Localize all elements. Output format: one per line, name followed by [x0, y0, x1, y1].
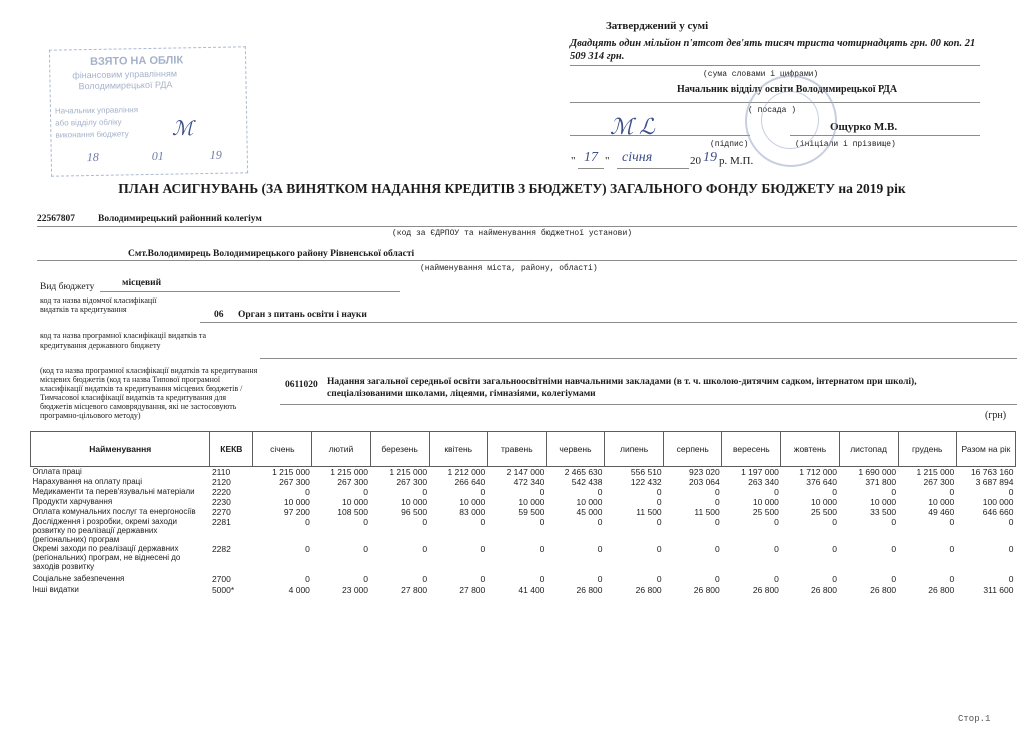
- row-month-value: 0: [305, 574, 310, 584]
- row-month-value: 1 197 000: [741, 467, 779, 477]
- row-month-value: 0: [715, 497, 720, 507]
- row-month-value: 1 215 000: [916, 467, 955, 477]
- col-header: жовтень: [781, 432, 839, 467]
- row-month-value: 267 300: [923, 477, 955, 487]
- registration-stamp: [49, 46, 248, 176]
- row-month-value: 4 000: [288, 585, 310, 595]
- row-month-value: 0: [597, 517, 603, 527]
- col-header: січень: [253, 432, 312, 467]
- document-title: ПЛАН АСИГНУВАНЬ (ЗА ВИНЯТКОМ НАДАННЯ КРЕДИТІВ З БЮДЖЕТУ) ЗАГАЛЬНОГО ФОНДУ БЮДЖЕТУ на 2019 рік: [118, 181, 906, 196]
- row-total: 3 687 894: [975, 477, 1014, 487]
- org-city: Смт.Володимирець Володимирецького району Рівненської області: [128, 249, 415, 259]
- col-header: липень: [605, 432, 664, 467]
- col-header: травень: [487, 432, 546, 467]
- row-month-value: 26 800: [635, 585, 662, 595]
- approval-title: Затверджений у сумі: [606, 20, 709, 32]
- row-month-value: 1 215 000: [330, 467, 369, 477]
- row-month-value: 0: [949, 517, 955, 527]
- row-month-value: 0: [656, 517, 662, 527]
- stamp-line: ВЗЯТО НА ОБЛІК: [90, 54, 184, 69]
- date-tail: р. М.П.: [719, 155, 754, 167]
- table-row: [31, 544, 1016, 574]
- row-month-value: 45 000: [576, 507, 603, 517]
- row-month-value: 0: [656, 544, 662, 554]
- row-total: 311 600: [983, 585, 1014, 595]
- appropriations-table: [30, 431, 1016, 595]
- col-header: Разом на рік: [956, 432, 1015, 467]
- row-total: 0: [1008, 574, 1014, 584]
- row-month-value: 0: [539, 574, 545, 584]
- approval-signature: ℳ ℒ: [610, 114, 655, 139]
- row-month-value: 1 212 000: [447, 467, 486, 477]
- row-month-value: 0: [480, 487, 486, 497]
- row-month-value: 0: [422, 574, 428, 584]
- col-header: березень: [370, 432, 429, 467]
- row-month-value: 0: [949, 487, 955, 497]
- row-month-value: 0: [363, 574, 369, 584]
- row-name: Нарахування на оплату праці: [32, 477, 143, 486]
- table-row: [31, 477, 1016, 487]
- dept-code: 06: [214, 310, 224, 320]
- row-month-value: 27 800: [401, 585, 428, 595]
- row-month-value: 0: [480, 517, 486, 527]
- dept-hint: видатків та кредитування: [40, 305, 127, 314]
- row-total: 0: [1008, 517, 1014, 527]
- date-quote-close: ": [605, 155, 610, 167]
- row-month-value: 1 712 000: [799, 467, 838, 477]
- row-month-value: 26 800: [811, 585, 838, 595]
- row-month-value: 122 432: [630, 477, 662, 487]
- row-total: 16 763 160: [970, 467, 1014, 477]
- row-month-value: 0: [480, 544, 486, 554]
- city-hint: (найменування міста, району, області): [420, 264, 598, 273]
- row-month-value: 0: [774, 544, 779, 554]
- row-month-value: 10 000: [811, 497, 838, 507]
- prog-hint: код та назва програмної класифікації видатків та: [40, 331, 207, 340]
- row-month-value: 10 000: [283, 497, 310, 507]
- row-month-value: 0: [363, 517, 369, 527]
- row-name: Продукти харчування: [32, 497, 113, 506]
- table-row: [31, 507, 1016, 517]
- row-total: 100 000: [982, 497, 1014, 507]
- row-month-value: 0: [363, 544, 369, 554]
- row-month-value: 376 640: [806, 477, 838, 487]
- row-month-value: 0: [363, 487, 369, 497]
- row-kekv: 5000*: [211, 585, 235, 595]
- row-month-value: 59 500: [518, 507, 545, 517]
- col-header: КЕКВ: [210, 432, 253, 467]
- row-month-value: 472 340: [513, 477, 545, 487]
- date-year-suffix: 19: [703, 150, 717, 165]
- table-row: [31, 467, 1016, 478]
- local-hint: (код та назва програмної класифікації видатків та кредитування місцевих бюджетів (код та назва Типової програмної класифікації видатків та кредитування місцевих бюджетів / Тимчасової класифікації видатків та кредитування для бюджетів місцевого самоврядування, які не застосовують програмно-цільового методу): [40, 366, 258, 420]
- row-month-value: 10 000: [576, 497, 603, 507]
- dept-name: Орган з питань освіти і науки: [238, 310, 367, 320]
- row-month-value: 0: [480, 574, 486, 584]
- row-kekv: 2270: [211, 507, 231, 517]
- stamp-line: фінансовим управлінням: [72, 68, 178, 81]
- row-month-value: 0: [422, 544, 428, 554]
- table-body: [31, 467, 1016, 596]
- stamp-line: або відділу обліку: [55, 117, 122, 128]
- local-code: 0611020: [285, 380, 318, 390]
- row-month-value: 1 215 000: [272, 467, 310, 477]
- row-total: 0: [1008, 544, 1014, 554]
- row-month-value: 0: [715, 487, 720, 497]
- signer-name: Ощурко М.В.: [830, 121, 898, 133]
- row-month-value: 267 300: [337, 477, 369, 487]
- row-month-value: 25 500: [811, 507, 838, 517]
- table-header-row: [31, 432, 1016, 467]
- row-month-value: 41 400: [518, 585, 545, 595]
- col-header: грудень: [898, 432, 956, 467]
- row-month-value: 11 500: [636, 507, 662, 517]
- row-month-value: 10 000: [518, 497, 545, 507]
- stamp-line: Начальник управління: [54, 105, 139, 116]
- row-month-value: 0: [305, 544, 310, 554]
- date-day: 17: [584, 150, 598, 165]
- table-row: [31, 517, 1016, 544]
- row-kekv: 2700: [211, 574, 231, 584]
- row-month-value: 0: [715, 517, 720, 527]
- row-month-value: 26 800: [752, 585, 779, 595]
- row-month-value: 0: [656, 487, 662, 497]
- dept-hint: код та назва відомчої класифікації: [40, 296, 157, 305]
- stamp-day: 18: [86, 149, 99, 165]
- page-number: Стор.1: [958, 714, 991, 724]
- stamp-year: 19: [209, 147, 222, 162]
- row-month-value: 33 500: [870, 507, 897, 517]
- row-month-value: 10 000: [459, 497, 486, 507]
- table-row: [31, 487, 1016, 497]
- row-month-value: 923 020: [689, 467, 720, 477]
- row-month-value: 0: [891, 487, 897, 497]
- row-month-value: 0: [774, 574, 779, 584]
- stamp-line: Володимирецької РДА: [78, 79, 173, 92]
- row-month-value: 267 300: [396, 477, 428, 487]
- row-month-value: 27 800: [459, 585, 486, 595]
- table-row: [31, 585, 1016, 595]
- row-total: 0: [1008, 487, 1014, 497]
- row-month-value: 0: [539, 544, 545, 554]
- row-month-value: 83 000: [459, 507, 486, 517]
- table-row: [31, 497, 1016, 507]
- row-name: Оплата праці: [32, 467, 82, 476]
- row-month-value: 0: [949, 574, 955, 584]
- org-name: Володимирецький районний колегіум: [98, 214, 262, 224]
- row-kekv: 2110: [211, 467, 231, 477]
- local-name: Надання загальної середньої освіти загальноосвітніми навчальними закладами (в т. ч. школою-дитячим садком, інтернатом при школі), спеціалізованими школами, ліцеями, гімназіями, колегіумами: [327, 377, 917, 399]
- row-month-value: 0: [597, 487, 603, 497]
- col-header: серпень: [664, 432, 722, 467]
- stamp-month: 01: [151, 148, 164, 163]
- row-name: Інші видатки: [32, 585, 79, 594]
- row-month-value: 10 000: [401, 497, 428, 507]
- name-hint: (ініціали і прізвище): [795, 140, 896, 149]
- row-month-value: 26 800: [870, 585, 897, 595]
- col-header: Найменування: [31, 432, 210, 467]
- row-month-value: 0: [597, 574, 603, 584]
- date-year-prefix: 20: [690, 155, 701, 167]
- col-header: лютий: [312, 432, 370, 467]
- row-month-value: 0: [305, 517, 310, 527]
- row-name: Медикаменти та перев'язувальні матеріали: [32, 487, 195, 496]
- row-month-value: 0: [891, 517, 897, 527]
- row-month-value: 0: [949, 544, 955, 554]
- row-name: Соціальне забезпечення: [32, 574, 125, 583]
- row-month-value: 0: [656, 497, 662, 507]
- amount-hint: (сума словами і цифрами): [703, 70, 819, 79]
- row-kekv: 2230: [211, 497, 231, 507]
- row-month-value: 108 500: [337, 507, 369, 517]
- col-header: червень: [546, 432, 604, 467]
- row-month-value: 0: [891, 574, 897, 584]
- row-month-value: 0: [539, 487, 545, 497]
- row-month-value: 0: [832, 574, 838, 584]
- row-month-value: 49 460: [928, 507, 955, 517]
- row-kekv: 2120: [211, 477, 231, 487]
- row-month-value: 0: [539, 517, 545, 527]
- col-header: вересень: [722, 432, 781, 467]
- row-name: Дослідження і розробки, окремі заходи розвитку по реалізації державних (регіональних) програм: [32, 517, 177, 544]
- row-month-value: 10 000: [928, 497, 955, 507]
- org-name-hint: (код за ЄДРПОУ та найменування бюджетної установи): [392, 229, 633, 238]
- row-month-value: 26 800: [928, 585, 955, 595]
- row-month-value: 203 064: [689, 477, 720, 487]
- prog-hint: кредитування державного бюджету: [40, 341, 161, 350]
- row-month-value: 23 000: [342, 585, 369, 595]
- row-month-value: 371 800: [865, 477, 897, 487]
- row-kekv: 2282: [211, 544, 231, 554]
- row-month-value: 266 640: [454, 477, 486, 487]
- row-month-value: 10 000: [870, 497, 897, 507]
- head-title: Начальник відділу освіти Володимирецької РДА: [677, 84, 898, 95]
- row-month-value: 2 147 000: [506, 467, 545, 477]
- row-total: 646 660: [982, 507, 1014, 517]
- row-month-value: 25 500: [752, 507, 779, 517]
- col-header: листопад: [839, 432, 898, 467]
- stamp-line: виконання бюджету: [55, 129, 129, 140]
- org-code: 22567807: [37, 214, 75, 224]
- row-kekv: 2220: [211, 487, 231, 497]
- row-month-value: 0: [832, 487, 838, 497]
- row-month-value: 0: [422, 517, 428, 527]
- currency-note: (грн): [985, 410, 1007, 421]
- position-hint: ( посада ): [748, 106, 797, 115]
- row-month-value: 0: [715, 574, 720, 584]
- row-month-value: 0: [774, 517, 779, 527]
- row-month-value: 10 000: [342, 497, 369, 507]
- row-kekv: 2281: [211, 517, 231, 527]
- official-seal: [745, 75, 837, 167]
- row-month-value: 0: [715, 544, 720, 554]
- date-quote-open: ": [571, 155, 576, 167]
- row-name: Окремі заходи по реалізації державних (регіональних) програм, не віднесені до заходів розвитку: [32, 544, 181, 571]
- signature-hint: (підпис): [710, 140, 749, 149]
- row-month-value: 2 465 630: [564, 467, 603, 477]
- row-month-value: 542 438: [571, 477, 603, 487]
- row-month-value: 0: [305, 487, 310, 497]
- row-month-value: 0: [597, 544, 603, 554]
- approval-amount: Двадцять один мільйон п'ятсот дев'ять тисяч триста чотирнадцять грн. 00 коп. 21 509 314 грн.: [570, 38, 976, 62]
- row-month-value: 26 800: [693, 585, 720, 595]
- row-month-value: 556 510: [630, 467, 662, 477]
- budget-label: Вид бюджету: [40, 282, 95, 292]
- date-month: січня: [622, 150, 653, 165]
- row-month-value: 0: [832, 544, 838, 554]
- row-month-value: 1 690 000: [858, 467, 897, 477]
- row-month-value: 11 500: [694, 507, 720, 517]
- table-row: [31, 574, 1016, 585]
- row-month-value: 0: [422, 487, 428, 497]
- row-month-value: 0: [832, 517, 838, 527]
- row-month-value: 10 000: [752, 497, 779, 507]
- row-month-value: 0: [891, 544, 897, 554]
- row-month-value: 26 800: [576, 585, 603, 595]
- budget-value: місцевий: [122, 278, 162, 288]
- row-month-value: 263 340: [748, 477, 779, 487]
- stamp-signature: ℳ: [172, 118, 194, 140]
- row-name: Оплата комунальних послуг та енергоносіїв: [32, 507, 196, 516]
- row-month-value: 0: [774, 487, 779, 497]
- col-header: квітень: [429, 432, 487, 467]
- row-month-value: 0: [656, 574, 662, 584]
- row-month-value: 97 200: [283, 507, 310, 517]
- row-month-value: 96 500: [401, 507, 428, 517]
- row-month-value: 267 300: [279, 477, 310, 487]
- row-month-value: 1 215 000: [389, 467, 428, 477]
